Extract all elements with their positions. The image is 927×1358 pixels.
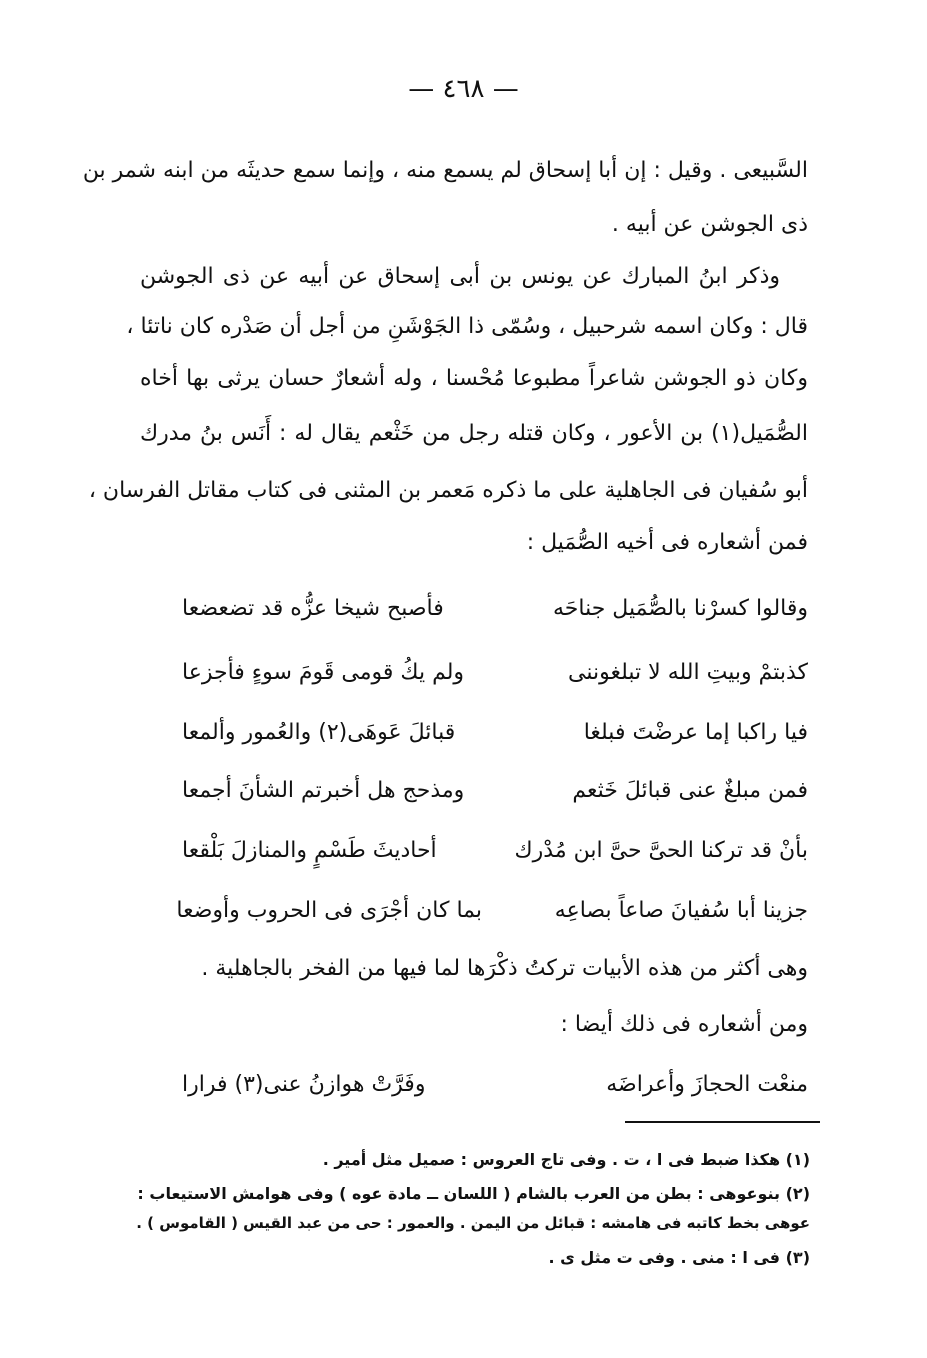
verse-second-hemistich: بما كان أجْرَى فى الحروب وأوضعا (176, 898, 482, 923)
verse-line (182, 838, 808, 868)
text-line: وهى أكثر من هذه الأبيات تركتُ ذكْرَها لما فيها من الفخر بالجاهلية . (201, 956, 808, 981)
page-number: — ٤٦٨ — (408, 74, 519, 104)
footnote: (١) هكذا ضبط فى ا ، ت . وفى تاج العروس : صميل مثل أمير . (322, 1150, 810, 1169)
verse-line (182, 660, 808, 690)
text-line: فمن أشعاره فى أخيه الصُّمَيل : (526, 530, 808, 555)
verse-line (182, 778, 808, 808)
text-line: السَّبيعى . وقيل : إن أبا إسحاق لم يسمع منه ، وإنما سمع حديثَه من ابنه شمر بن (82, 158, 808, 183)
verse-first-hemistich: كذبتمْ وبيتِ الله لا تبلغوننى (568, 660, 808, 685)
verse-first-hemistich: فيا راكبا إما عرضْتَ فبلغا (583, 720, 808, 745)
verse-first-hemistich: منعْت الحجازَ وأعراضَه (606, 1072, 808, 1097)
verse-second-hemistich: ولم يكُ قومى قَومَ سوءٍ فأجزعا (182, 660, 465, 685)
verse-line (182, 1072, 808, 1102)
text-line: ذى الجوشن عن أبيه . (611, 212, 808, 237)
verse-second-hemistich: أحاديثَ طَسْمٍ والمنازلَ بَلْقعا (182, 838, 437, 863)
verse-first-hemistich: جزينا أبا سُفيانَ صاعاً بصاعِه (554, 898, 808, 923)
verse-line (182, 720, 808, 750)
text-line: ومن أشعاره فى ذلك أيضا : (560, 1012, 808, 1037)
text-line: وكان ذو الجوشن شاعراً مطبوعا مُحْسنا ، وله أشعارٌ حسان يرثى بها أخاه (140, 366, 808, 391)
text-line: الصُّمَيل(١) بن الأعور ، وكان قتله رجل من خَثْعم يقال له : أَنَس بنُ مدرك (140, 421, 808, 446)
verse-second-hemistich: فأصبح شيخا عزُّه قد تضعضعا (182, 596, 444, 621)
footnote: عوهى بخط كاتبه فى هامشه : قبائل من اليمن . والعمور : حى من عبد القيس ( القاموس ) . (136, 1214, 810, 1232)
footnote-divider (625, 1121, 820, 1123)
text-line: قال : وكان اسمه شرحبيل ، وسُمّى ذا الجَوْشَنِ من أجل أن صَدْره كان ناتئا ، (126, 314, 808, 339)
verse-first-hemistich: وقالوا كسرْنا بالصُّمَيل جناحَه (552, 596, 808, 621)
verse-second-hemistich: ومذحج هل أخبرتم الشأنَ أجمعا (182, 778, 465, 803)
verse-first-hemistich: بأنْ قد تركنا الحىَّ حىَّ ابن مُدْرك (514, 838, 808, 863)
verse-line (176, 898, 808, 928)
verse-first-hemistich: فمن مبلغٌ عنى قبائلَ خَثعم (572, 778, 808, 803)
verse-second-hemistich: قبائلَ عَوهَى(٢) والعُمور وألمعا (182, 720, 456, 745)
text-line: أبو سُفيان فى الجاهلية على ما ذكره مَعمر بن المثنى فى كتاب مقاتل الفرسان ، (88, 478, 808, 503)
verse-line (182, 596, 808, 626)
text-line: وذكر ابنُ المبارك عن يونس بن أبى إسحاق عن أبيه عن ذى الجوشن (140, 264, 780, 289)
footnote: (٣) فى ا : منى . وفى ت مثل ى . (548, 1248, 810, 1267)
footnote: (٢) بنوعوهى : بطن من العرب بالشام ( اللسان ــ مادة عوه ) وفى هوامش الاستيعاب : (137, 1184, 810, 1203)
verse-second-hemistich: وفَرَّتْ هوازنُ عنى(٣) فرارا (182, 1072, 426, 1097)
